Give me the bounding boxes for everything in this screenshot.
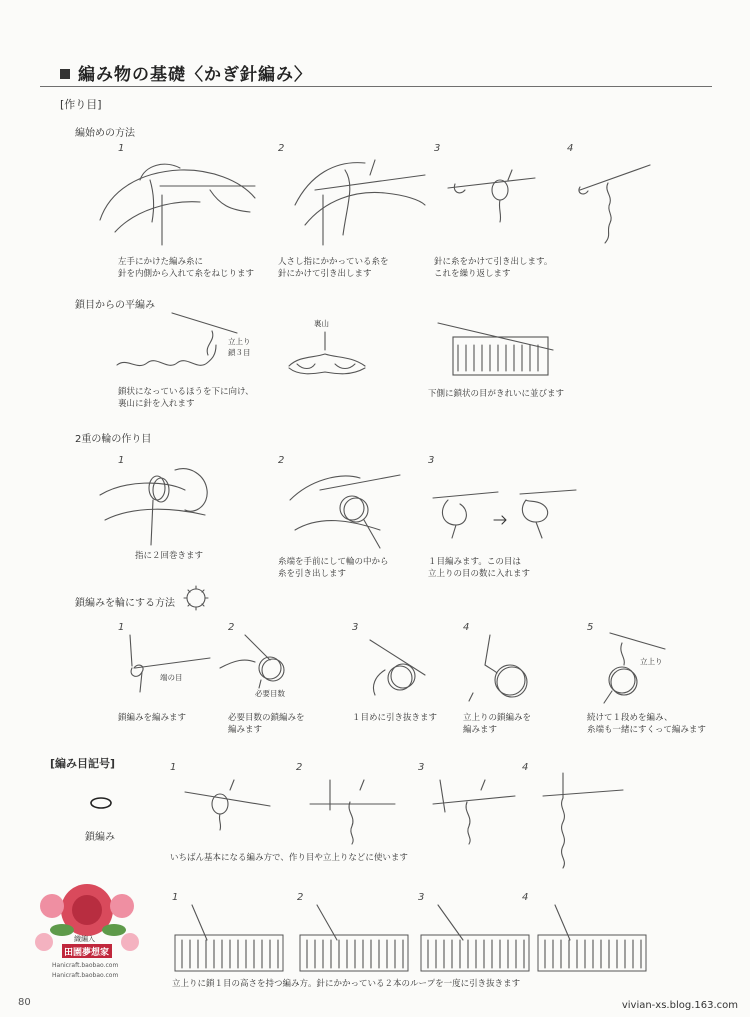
label-turning: 立上り <box>640 657 663 666</box>
step-number: 2 <box>278 143 285 154</box>
step-number: 4 <box>567 143 574 154</box>
chain-start-illustration <box>120 630 215 700</box>
step-caption: 必要目数の鎖編みを 編みます <box>228 713 305 735</box>
slip-caption: 立上りに鎖１目の高さを持つ編み方。針にかかっている２本のループを一度に引き抜きます <box>172 979 521 989</box>
step-number: 2 <box>296 762 303 773</box>
chain-step-illustration <box>300 772 400 847</box>
step-caption: 立上りの鎖編みを 編みます <box>463 713 532 735</box>
step-caption: 左手にかけた編み糸に 針を内側から入れて糸をねじります <box>118 257 255 279</box>
label-turning-chain: 立上り 鎖３目 <box>228 337 251 357</box>
pull-through-illustration <box>280 460 405 550</box>
turning-chain-illustration <box>465 625 550 705</box>
label-required-count: 必要目数 <box>255 689 285 698</box>
step-number: 1 <box>118 622 125 633</box>
chain-step-illustration <box>538 768 628 873</box>
step-caption: 糸端を手前にして輪の中から 糸を引き出します <box>278 557 389 579</box>
heading-double-ring: 2重の輪の作り目 <box>75 434 152 445</box>
flat-caption-left: 鎖状になっているほうを下に向け、 裏山に針を入れます <box>118 387 254 409</box>
hand-hook-illustration <box>90 150 260 250</box>
step-number: 1 <box>118 143 125 154</box>
page-title: 編み物の基礎〈かぎ針編み〉 <box>60 60 312 85</box>
blog-credit: vivian-xs.blog.163.com <box>621 1000 738 1011</box>
hand-hook-illustration <box>285 145 430 250</box>
heading-flat-knitting: 鎖目からの平編み <box>75 300 155 311</box>
chain-stitch-illustration <box>570 155 655 250</box>
step-caption: 続けて１段めを編み、 糸端も一緒にすくって編みます <box>587 713 706 735</box>
section-label-stitch-symbols: [編み目記号] <box>50 757 116 770</box>
step-number: 2 <box>278 455 285 466</box>
first-round-illustration <box>590 625 680 705</box>
step-number: 2 <box>228 622 235 633</box>
ring-stitch-illustration <box>428 470 578 540</box>
flat-caption-right: 下側に鎖状の目がきれいに並びます <box>428 389 565 399</box>
label-end-stitch: 端の目 <box>160 673 183 682</box>
square-bullet-icon <box>60 69 70 79</box>
step-number: 4 <box>463 622 470 633</box>
step-number: 3 <box>352 622 359 633</box>
swatch-illustration <box>172 900 287 975</box>
flat-stitch-swatch-illustration <box>428 305 558 385</box>
step-number: 3 <box>434 143 441 154</box>
ring-symbol-icon <box>178 584 214 614</box>
finger-wrap-illustration <box>95 460 245 550</box>
step-caption: 鎖編みを編みます <box>118 713 187 723</box>
section-label-cast-on: [作り目] <box>60 98 102 111</box>
chain-loop-illustration <box>440 160 540 230</box>
join-chain-illustration <box>355 630 435 700</box>
step-number: 4 <box>522 762 529 773</box>
step-number: 2 <box>297 892 304 903</box>
chain-stitch-name: 鎖編み <box>85 832 115 843</box>
chain-back-loop-illustration <box>285 328 370 383</box>
step-caption: 人さし指にかかっている糸を 針にかけて引き出します <box>278 257 389 279</box>
step-number: 5 <box>587 622 594 633</box>
label-back-loop: 裏山 <box>314 319 329 328</box>
swatch-illustration <box>297 900 412 975</box>
chain-step-illustration <box>425 772 520 847</box>
watermark-badge: 織編入 田園夢想家 Hanicraft.baobao.com Hanicraft.baobao.com <box>22 872 152 992</box>
title-rule <box>40 86 712 87</box>
step-caption: １目めに引き抜きます <box>352 713 438 723</box>
chain-circle-illustration <box>215 630 305 690</box>
step-caption: １目編みます。この目は 立上りの目の数に入れます <box>428 557 531 579</box>
step-number: 4 <box>522 892 529 903</box>
page-number: 80 <box>18 997 31 1008</box>
step-number: 3 <box>428 455 435 466</box>
step-number: 3 <box>418 762 425 773</box>
heading-chain-ring: 鎖編みを輪にする方法 <box>75 598 175 609</box>
step-number: 3 <box>418 892 425 903</box>
step-number: 1 <box>118 455 125 466</box>
chain-step-illustration <box>180 772 275 832</box>
swatch-illustration <box>418 900 533 975</box>
step-caption: 針に糸をかけて引き出します。 これを繰り返します <box>434 257 553 279</box>
step-number: 1 <box>170 762 177 773</box>
swatch-illustration <box>535 900 650 975</box>
chain-symbol-icon <box>88 795 114 811</box>
heading-start-method: 編始めの方法 <box>75 128 135 139</box>
chain-row-illustration <box>112 305 242 380</box>
step-caption: 指に２回巻きます <box>135 551 204 561</box>
step-number: 1 <box>172 892 179 903</box>
chain-caption: いちばん基本になる編み方で、作り目や立上りなどに使います <box>170 853 408 863</box>
